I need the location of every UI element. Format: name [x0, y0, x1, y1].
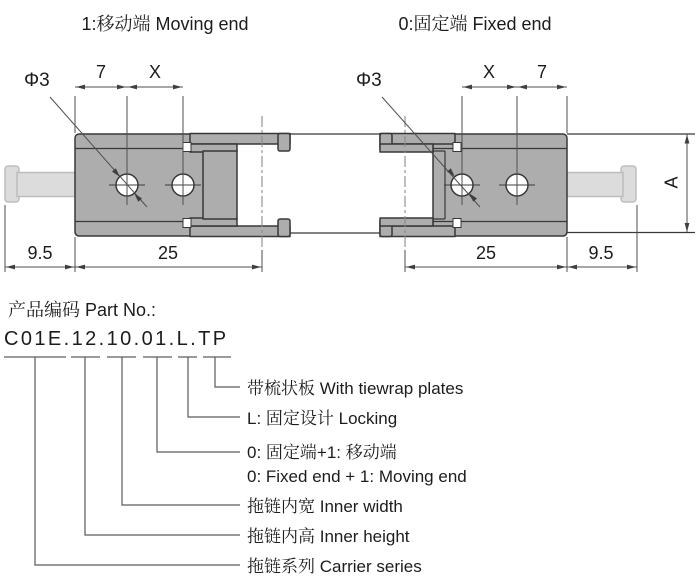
- dimension-a-vertical: [685, 134, 690, 233]
- dim-label-25-right: 25: [475, 243, 497, 263]
- legend-inner-height: 拖链内高 Inner height: [247, 527, 410, 546]
- dim-label-x-right: X: [482, 62, 495, 82]
- dim-label-7-left: 7: [95, 62, 106, 82]
- dim-label-7-right: 7: [536, 62, 547, 82]
- carrier-plug-left: [5, 166, 77, 202]
- dim-label-95-left: 9.5: [27, 243, 53, 263]
- dim-label-x-left: X: [148, 62, 161, 82]
- part-no-heading: 产品编码 Part No.:: [8, 300, 157, 320]
- legend-carrier-series: 拖链系列 Carrier series: [247, 557, 422, 576]
- dim-label-25-left: 25: [157, 243, 179, 263]
- legend-inner-width: 拖链内宽 Inner width: [247, 497, 403, 516]
- part-number-callouts: [4, 357, 240, 565]
- carrier-plug-right: [565, 166, 636, 202]
- dim-label-phi3-right: Φ3: [356, 70, 382, 91]
- callout-line-01: [157, 357, 240, 452]
- dim-label-95-right: 9.5: [588, 243, 614, 263]
- legend-end-type-en: 0: Fixed end + 1: Moving end: [247, 467, 467, 486]
- moving-end-title: 1:移动端 Moving end: [81, 14, 249, 34]
- callout-line-10: [122, 357, 240, 505]
- part-no-code: C01E.12.10.01.L.TP: [4, 328, 229, 350]
- fixed-end-title: 0:固定端 Fixed end: [398, 14, 552, 34]
- dim-label-a: A: [661, 176, 682, 189]
- callout-line-12: [85, 357, 240, 535]
- dim-label-phi3-left: Φ3: [24, 70, 50, 91]
- legend-end-type-cn: 0: 固定端+1: 移动端: [247, 443, 397, 462]
- fixed-end-drawing: [380, 85, 695, 272]
- callout-line-c01e: [35, 357, 240, 565]
- callout-line-tp: [215, 357, 240, 387]
- link-connector-lines-middle: [290, 134, 381, 233]
- legend-locking: L: 固定设计 Locking: [247, 409, 398, 428]
- moving-end-drawing: [5, 85, 381, 272]
- legend-tiewrap-plates: 带梳状板 With tiewrap plates: [247, 379, 464, 398]
